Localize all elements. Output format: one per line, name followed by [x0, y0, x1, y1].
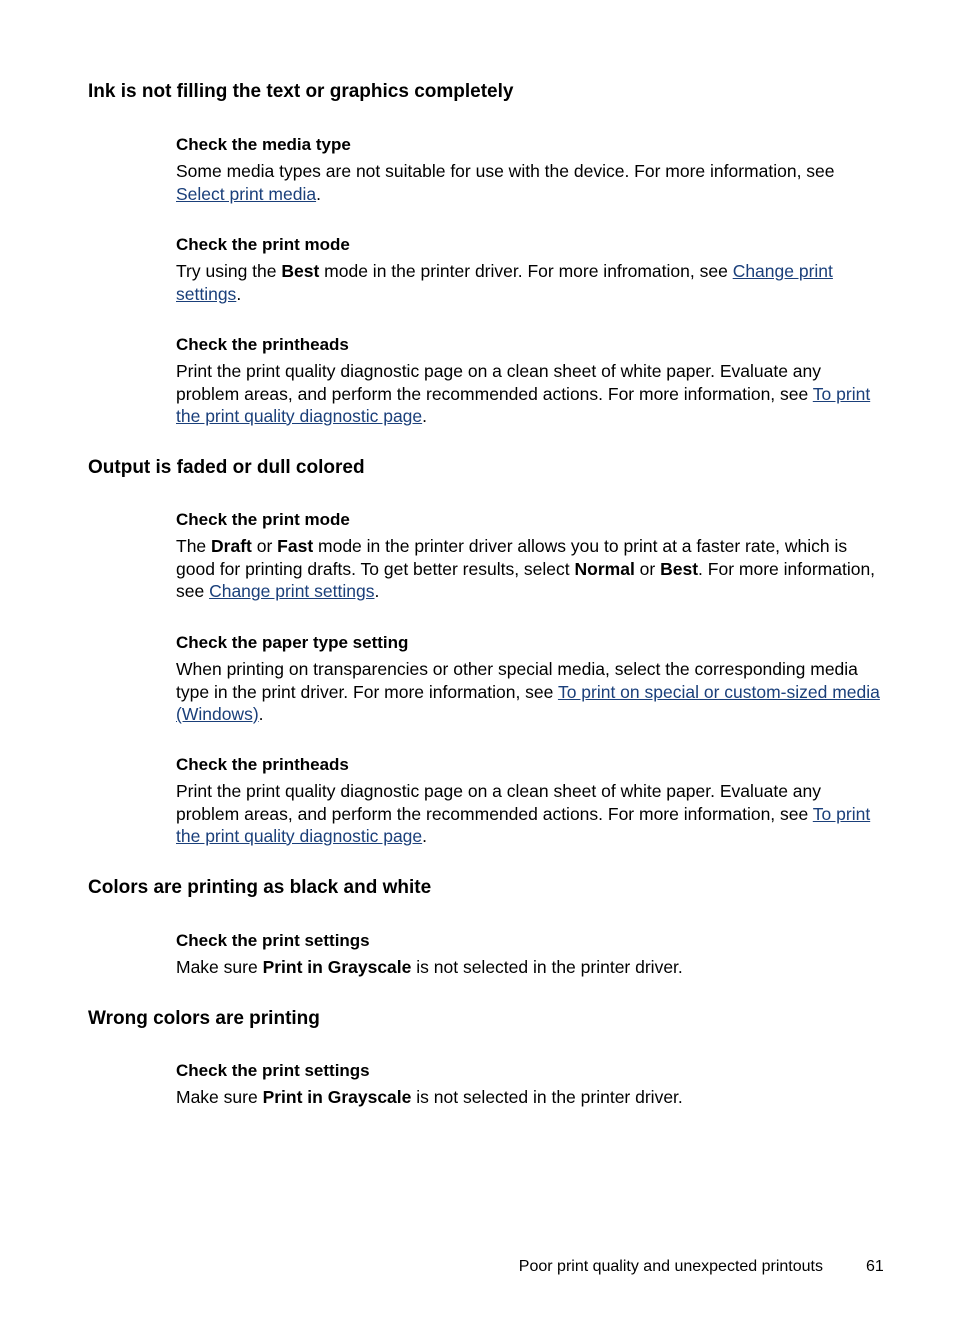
subsection-body: Try using the Best mode in the printer driver. For more infromation, see Change print settings. [176, 261, 833, 304]
subsection-title: Check the print mode [176, 235, 350, 254]
subsection-title: Check the paper type setting [176, 633, 409, 652]
section-title-colors-black-white: Colors are printing as black and white [88, 877, 432, 898]
subsection-title: Check the printheads [176, 335, 349, 354]
link-special-custom-media[interactable]: To print on special or custom-sized media (Windows) [176, 681, 880, 724]
subsection-title: Check the print mode [176, 510, 350, 529]
subsection-body: When printing on transparencies or other special media, select the corresponding media type in the print driver. For more information, see To print on special or custom-sized media (Windows). [176, 659, 880, 724]
subsection-body: Make sure Print in Grayscale is not selected in the printer driver. [176, 957, 683, 977]
subsection-check-paper-type [176, 632, 886, 726]
subsection-body: Make sure Print in Grayscale is not selected in the printer driver. [176, 1087, 683, 1107]
section-title-wrong-colors: Wrong colors are printing [88, 1008, 320, 1029]
subsection-check-printheads [176, 754, 886, 848]
subsection-title: Check the print settings [176, 1061, 370, 1080]
subsection-title: Check the print settings [176, 931, 370, 950]
subsection-check-media-type [176, 134, 886, 205]
subsection-check-print-mode [176, 509, 886, 603]
subsection-title: Check the media type [176, 135, 351, 154]
link-select-print-media[interactable]: Select print media [176, 183, 317, 204]
subsection-body: Print the print quality diagnostic page on a clean sheet of white paper. Evaluate any problem areas, and perform the recommended actions. For more information, see To print the print quality diagnostic page. [176, 361, 871, 426]
subsection-check-print-mode [176, 234, 886, 305]
section-title-ink-not-filling: Ink is not filling the text or graphics completely [88, 81, 514, 102]
link-change-print-settings[interactable]: Change print settings [209, 581, 375, 601]
link-print-quality-diagnostic-page[interactable]: To print the print quality diagnostic page [176, 383, 871, 426]
subsection-body: The Draft or Fast mode in the printer driver allows you to print at a faster rate, which is good for printing drafts. To get better results, select Normal or Best. For more information, see Change print settings. [176, 536, 876, 601]
link-change-print-settings[interactable]: Change print settings [176, 261, 833, 304]
link-print-quality-diagnostic-page[interactable]: To print the print quality diagnostic page [176, 803, 871, 846]
page-number: 61 [866, 1258, 884, 1275]
subsection-check-printheads [176, 334, 886, 428]
section-title-output-faded: Output is faded or dull colored [88, 457, 365, 478]
subsection-check-print-settings [176, 930, 886, 979]
footer-chapter-title: Poor print quality and unexpected printouts [518, 1258, 823, 1275]
subsection-check-print-settings [176, 1060, 886, 1109]
subsection-body: Print the print quality diagnostic page on a clean sheet of white paper. Evaluate any problem areas, and perform the recommended actions. For more information, see To print the print quality diagnostic page. [176, 781, 871, 846]
subsection-body: Some media types are not suitable for use with the device. For more information, see Select print media. [176, 161, 835, 204]
subsection-title: Check the printheads [176, 755, 349, 774]
